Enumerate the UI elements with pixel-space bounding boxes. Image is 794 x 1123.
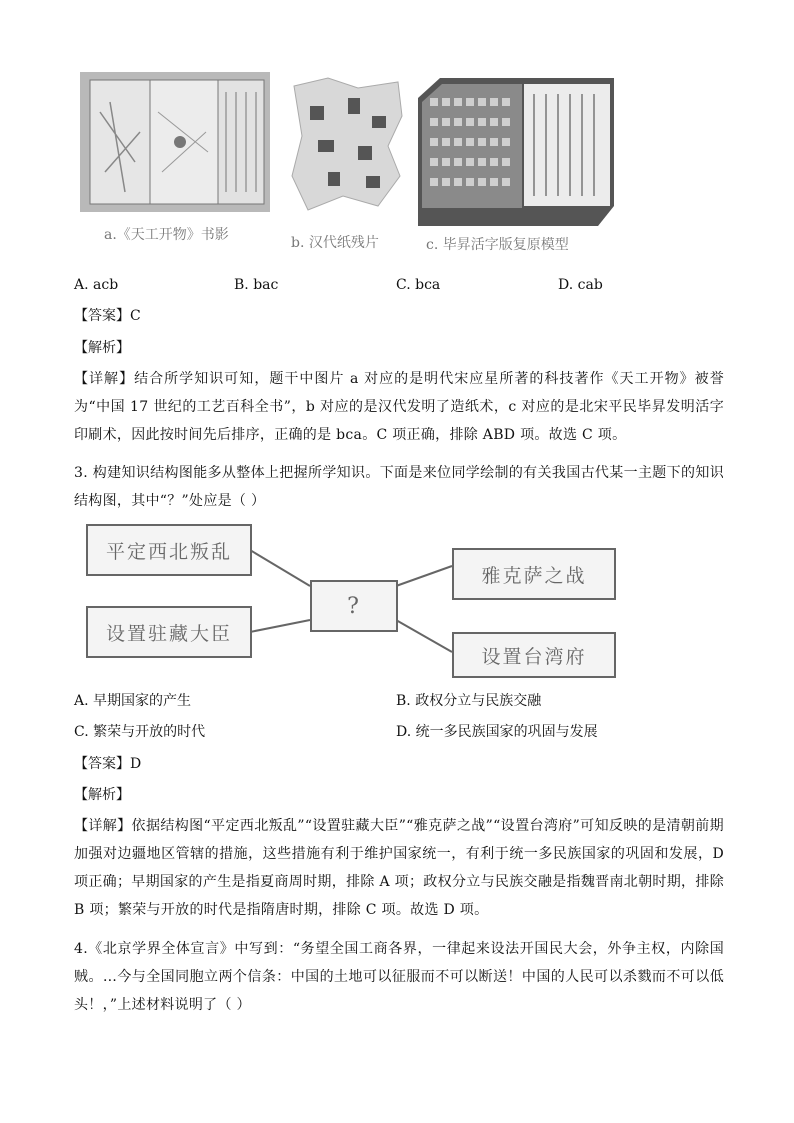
node-pacify-northwest: 平定西北叛乱 xyxy=(86,524,252,576)
node-taiwan-prefecture: 设置台湾府 xyxy=(452,632,616,678)
q2-option-c: C. bca xyxy=(396,277,441,293)
q3-option-d: D. 统一多民族国家的巩固与发展 xyxy=(396,724,598,740)
image-movable-type-model xyxy=(418,68,614,226)
q3-analysis-heading: 【解析】 xyxy=(74,787,130,803)
knowledge-structure-diagram xyxy=(86,520,616,680)
q4-stem: 4.《北京学界全体宣言》中写到：“务望全国工商各界，一律起来设法开国民大会，外争主权，内除国贼。…今与全国同胞立两个信条：中国的土地可以征服而不可以断送！中国的人民可以杀戮而不可以低头！，”上述材料说明了（ ） xyxy=(74,941,724,1013)
q2-answer: 【答案】C xyxy=(74,308,141,324)
node-tibet-ministers: 设置驻藏大臣 xyxy=(86,606,252,658)
image-caption-c: c. 毕昇活字版复原模型 xyxy=(426,237,569,253)
q3-option-c: C. 繁荣与开放的时代 xyxy=(74,724,206,740)
q3-stem: 3. 构建知识结构图能多从整体上把握所学知识。下面是来位同学绘制的有关我国古代某一主题下的知识结构图，其中“？”处应是（ ） xyxy=(74,465,724,509)
q2-analysis-heading: 【解析】 xyxy=(74,340,130,356)
q2-option-a: A. acb xyxy=(74,277,119,293)
node-yaksa-battle: 雅克萨之战 xyxy=(452,548,616,600)
q2-option-b: B. bac xyxy=(234,277,279,293)
image-caption-b: b. 汉代纸残片 xyxy=(291,235,379,251)
q2-option-d: D. cab xyxy=(558,277,603,293)
node-question-mark: ? xyxy=(310,580,398,632)
q3-answer: 【答案】D xyxy=(74,756,142,772)
q3-option-b: B. 政权分立与民族交融 xyxy=(396,693,542,709)
image-caption-a: a.《天工开物》书影 xyxy=(104,227,229,243)
image-han-paper-fragments xyxy=(288,76,406,212)
q2-detail: 【详解】结合所学知识可知，题干中图片 a 对应的是明代宋应星所著的科技著作《天工开物》被誉为“中国 17 世纪的工艺百科全书”，b 对应的是汉代发明了造纸术，c 对应的是北宋平民毕昇发明活字印刷术，因此按时间先后排序，正确的是 bca。C 项正确，排除 ABD 项。故选 C 项。 xyxy=(74,371,724,443)
q3-option-a: A. 早期国家的产生 xyxy=(74,693,192,709)
q3-detail: 【详解】依据结构图“平定西北叛乱”“设置驻藏大臣”“雅克萨之战”“设置台湾府”可知反映的是清朝前期加强对边疆地区管辖的措施，这些措施有利于维护国家统一，有利于统一多民族国家的巩固和发展，D 项正确；早期国家的产生是指夏商周时期，排除 A 项；政权分立与民族交融是指魏晋南北朝时期，排除 B 项；繁荣与开放的时代是指隋唐时期，排除 C 项。故选 D 项。 xyxy=(74,818,724,918)
image-tiangong-kaiwu-book xyxy=(80,72,270,212)
